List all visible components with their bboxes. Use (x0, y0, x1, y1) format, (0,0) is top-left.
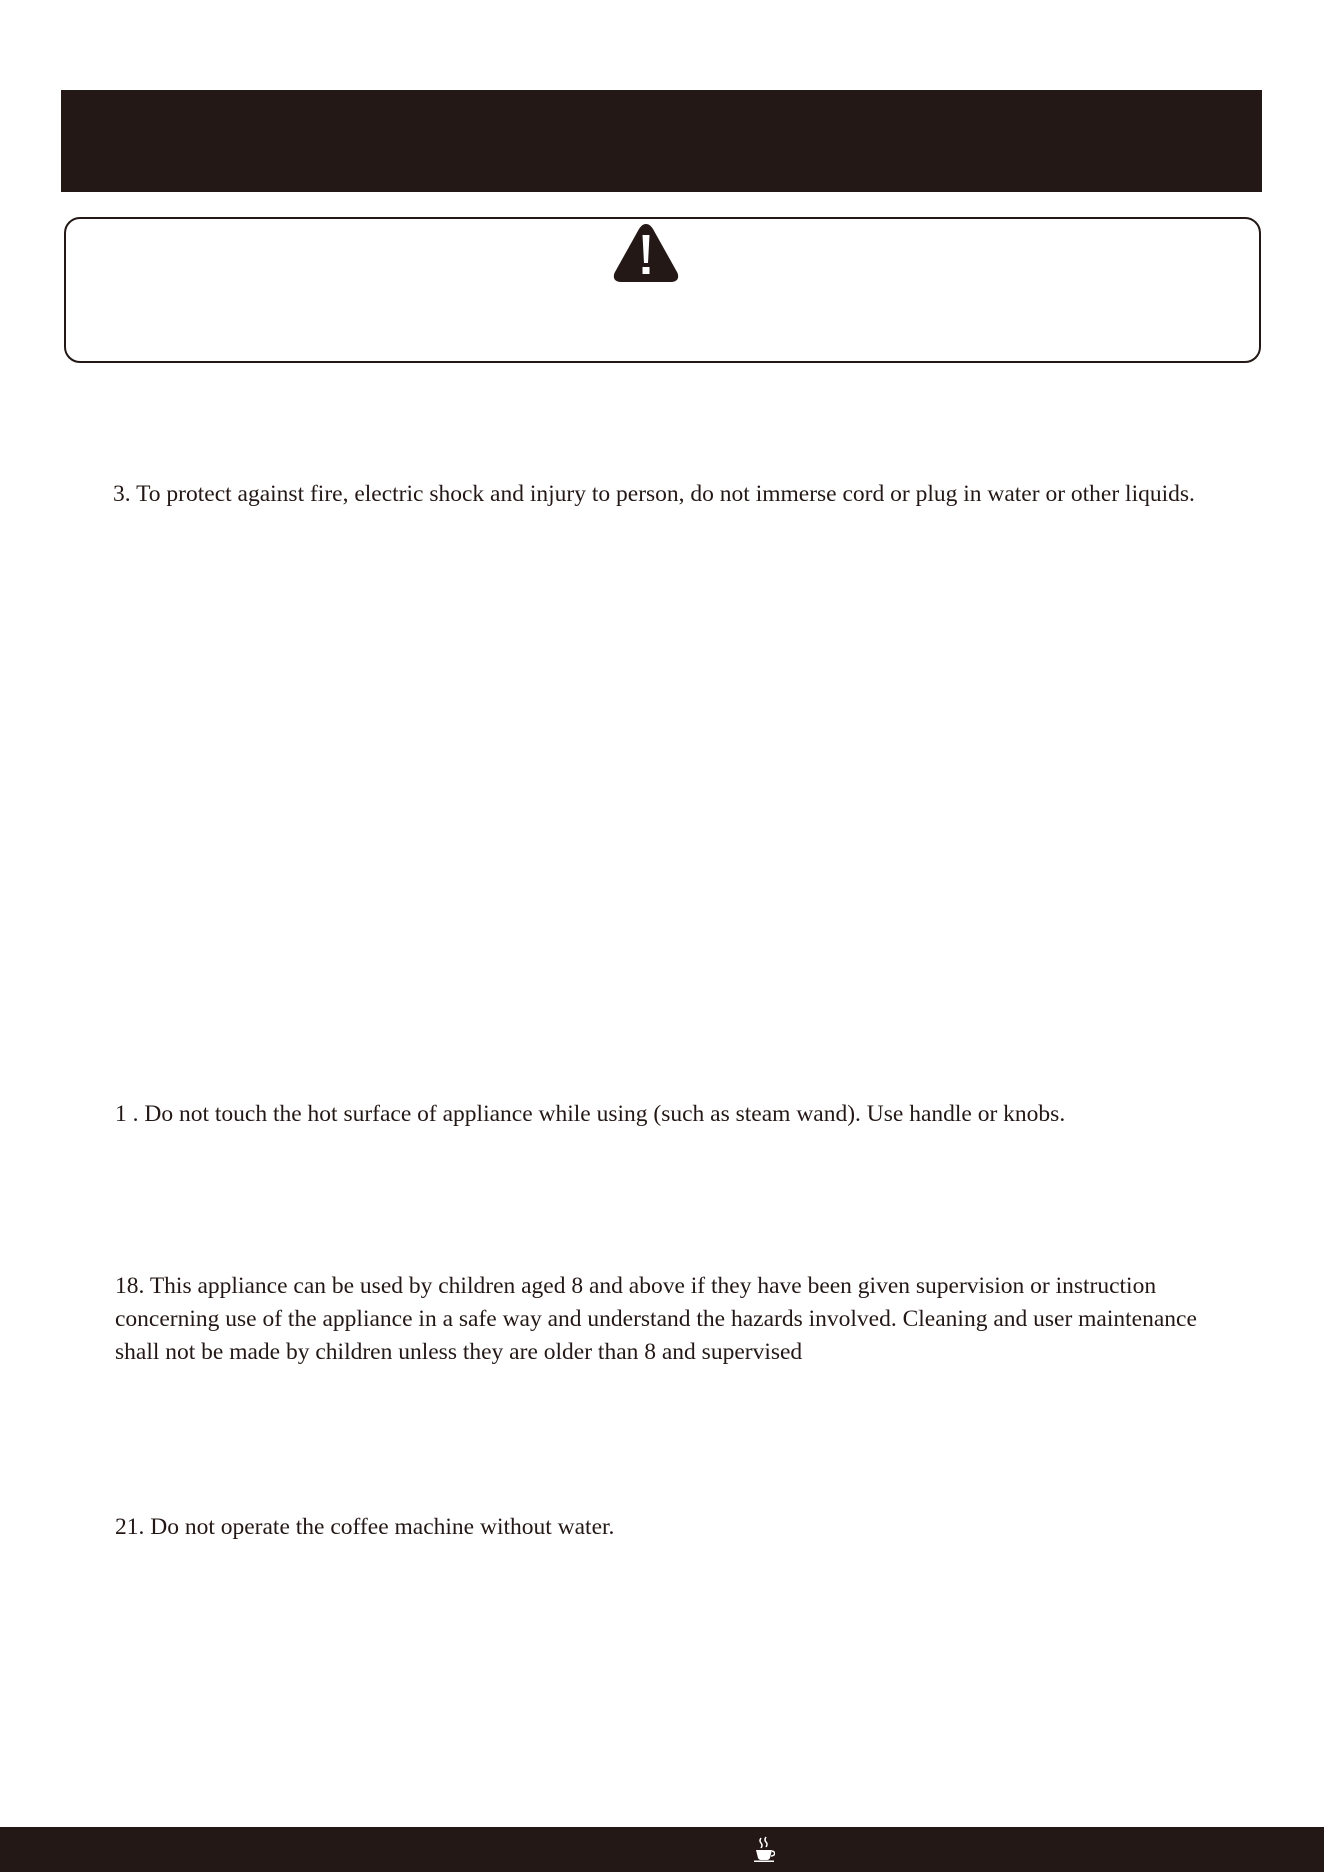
safety-item-18: 18. This appliance can be used by children aged 8 and above if they have been given supervision or instruction concerning use of the appliance in a safe way and understand the hazards involved. Cleaning and user maintenance shall not be made by children unless they are older than 8 and supervised (115, 1273, 1197, 1365)
safety-item-21: 21. Do not operate the coffee machine without water. (115, 1514, 615, 1540)
header-bar (61, 90, 1262, 192)
footer-bar (0, 1827, 1324, 1872)
warning-triangle-icon (612, 222, 680, 284)
safety-item-3: 3. To protect against fire, electric shock and injury to person, do not immerse cord or plug in water or other liquids. (113, 481, 1195, 507)
safety-item-1: 1 . Do not touch the hot surface of appliance while using (such as steam wand). Use handle or knobs. (115, 1101, 1066, 1127)
coffee-cup-icon (753, 1836, 775, 1862)
